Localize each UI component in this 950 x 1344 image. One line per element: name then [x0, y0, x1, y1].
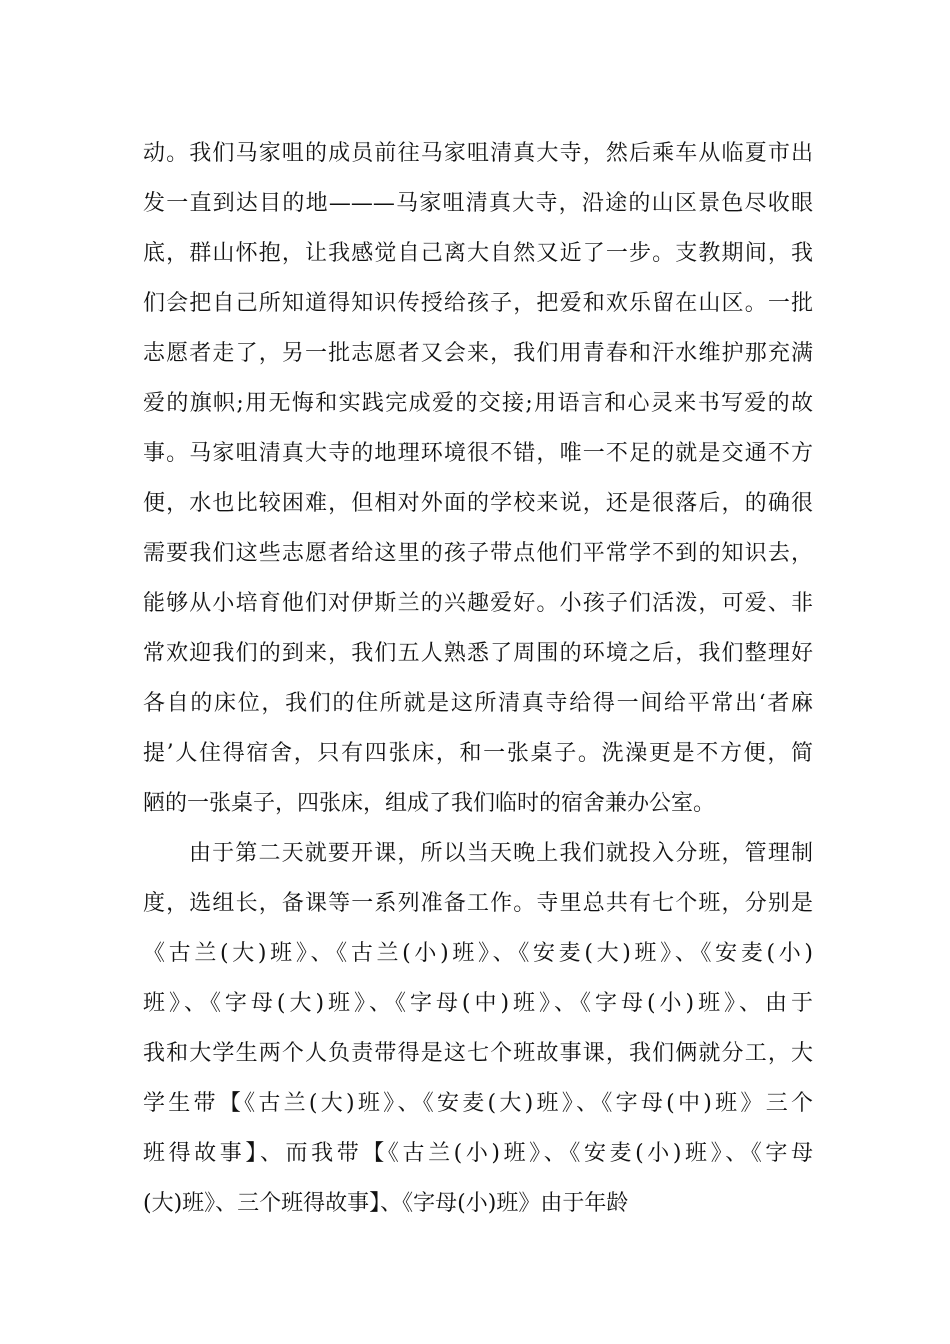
paragraph-2-line-5: 我和大学生两个人负责带得是这七个班故事课，我们俩就分工，大: [143, 1041, 813, 1066]
paragraph-2-line-8: (大)班》、三个班得故事】、《字母(小)班》由于年龄: [143, 1191, 629, 1216]
paragraph-1-line-11: 常欢迎我们的到来，我们五人熟悉了周围的环境之后，我们整理好: [143, 641, 813, 666]
paragraph-1-line-9: 需要我们这些志愿者给这里的孩子带点他们平常学不到的知识去，: [143, 541, 813, 566]
paragraph-1-line-13: 提’人住得宿舍，只有四张床，和一张桌子。洗澡更是不方便，简: [143, 741, 813, 766]
paragraph-1-line-10: 能够从小培育他们对伊斯兰的兴趣爱好。小孩子们活泼，可爱、非: [143, 591, 813, 616]
paragraph-1-line-2: 发一直到达目的地———马家咀清真大寺，沿途的山区景色尽收眼: [143, 191, 813, 216]
paragraph-2-line-4: 班》、《字母(大)班》、《字母(中)班》、《字母(小)班》、由于: [143, 991, 813, 1016]
paragraph-2-line-7: 班得故事】、而我带【《古兰(小)班》、《安麦(小)班》、《字母: [143, 1141, 813, 1166]
paragraph-1-line-1: 动。我们马家咀的成员前往马家咀清真大寺，然后乘车从临夏市出: [143, 141, 813, 166]
paragraph-1-line-14: 陋的一张桌子，四张床，组成了我们临时的宿舍兼办公室。: [143, 791, 716, 816]
paragraph-1-line-7: 事。马家咀清真大寺的地理环境很不错，唯一不足的就是交通不方: [143, 441, 813, 466]
paragraph-2-line-6: 学生带【《古兰(大)班》、《安麦(大)班》、《字母(中)班》三个: [143, 1091, 813, 1116]
paragraph-2-line-2: 度，选组长，备课等一系列准备工作。寺里总共有七个班，分别是: [143, 891, 813, 916]
paragraph-1-line-8: 便，水也比较困难，但相对外面的学校来说，还是很落后，的确很: [143, 491, 813, 516]
paragraph-1-line-6: 爱的旗帜;用无悔和实践完成爱的交接;用语言和心灵来书写爱的故: [143, 391, 813, 416]
paragraph-1-line-4: 们会把自己所知道得知识传授给孩子，把爱和欢乐留在山区。一批: [143, 291, 813, 316]
paragraph-2-line-1: 由于第二天就要开课，所以当天晚上我们就投入分班，管理制: [189, 841, 813, 866]
paragraph-1-line-12: 各自的床位，我们的住所就是这所清真寺给得一间给平常出‘者麻: [143, 691, 813, 716]
paragraph-1-line-3: 底，群山怀抱，让我感觉自己离大自然又近了一步。支教期间，我: [143, 241, 813, 266]
paragraph-2-line-3: 《古兰(大)班》、《古兰(小)班》、《安麦(大)班》、《安麦(小): [143, 941, 813, 966]
paragraph-1-line-5: 志愿者走了，另一批志愿者又会来，我们用青春和汗水维护那充满: [143, 341, 813, 366]
